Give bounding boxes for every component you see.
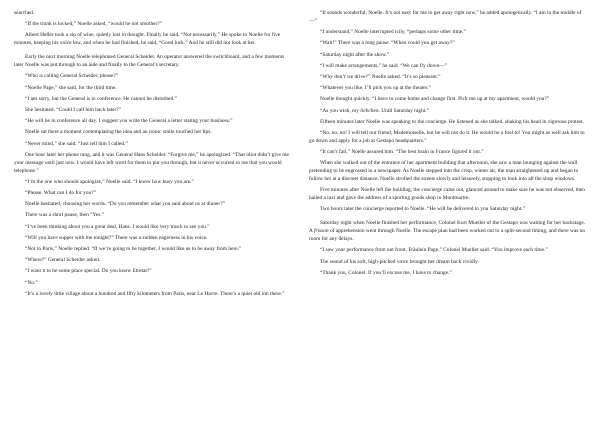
paragraph [309, 270, 586, 278]
paragraph [309, 259, 586, 267]
paragraph-text: “Not in Paris,” Noelle replied. “If we’re going to be together, I would like us to be away from here.” [25, 245, 242, 252]
paragraph [14, 291, 291, 299]
italic-word: liebchen [360, 107, 379, 114]
paragraph-text: “Please. What can I do for you?” [25, 189, 96, 196]
paragraph [14, 179, 291, 187]
paragraph-text: “Will you have supper with me tonight?” There was a sudden eagerness in his voice. [25, 234, 208, 241]
paragraph [14, 10, 291, 18]
paragraph [309, 220, 586, 244]
paragraph-text: “I understand,” Noelle interrupted icily, “perhaps some other time.” [320, 29, 466, 36]
paragraph-text: One hour later her phone rang, and it was General Hans Scheider. “Forgive me,” he apologized. “That idiot didn’t give me your message until just now. I would have left word for them to put you through, but it never occurred to me that you would telephone.” [14, 151, 289, 174]
paragraph [14, 201, 291, 209]
paragraph [14, 224, 291, 232]
paragraph-text: “Who is calling General Scheider, please?” [25, 73, 119, 80]
paragraph-text: . Until Saturday night.” [378, 107, 430, 114]
paragraph [14, 257, 291, 265]
paragraph [309, 40, 586, 48]
paragraph [309, 160, 586, 184]
paragraph [14, 118, 291, 126]
paragraph-text: “Never mind,” she said. “Just tell him I called.” [25, 140, 128, 147]
paragraph [14, 268, 291, 276]
italic-word: frisson [313, 228, 329, 235]
paragraph [309, 149, 586, 157]
paragraph-text: “Where?” General Scheider asked. [25, 257, 101, 264]
paragraph [309, 10, 586, 26]
paragraph-text: of apprehension went through Noelle. The escape plan had been worked out to a split-second timing, and there was no room for any delays. [309, 228, 586, 243]
paragraph-text: “No, no, no! I will tell our friend, Mademoiselle, but he will not do it. He would be a fool to! You might as well ask him to go down and apply for a job at Gestapo headquarters.” [309, 129, 585, 144]
paragraph-text: Noelle thought quickly. “I have to come home and change first. Pick me up at my apartment, would you?” [320, 96, 550, 103]
paragraph [14, 96, 291, 104]
paragraph-text: searched. [14, 10, 35, 16]
paragraph-text: “It sounds wonderful, Noelle. It’s not easy for me to get away right now,” he added apologetically. “I am in the middle of—” [309, 10, 582, 24]
paragraph [14, 21, 291, 29]
paragraph [14, 141, 291, 149]
paragraph [309, 187, 586, 203]
paragraph-text: “It can’t fail,” Noelle assured him. “The best brain in France figured it out.” [320, 149, 484, 156]
paragraph [14, 152, 291, 176]
paragraph-text: She hesitated. “Could I call him back later?” [25, 106, 122, 113]
paragraph-text: “As you wish, my [320, 107, 361, 114]
paragraph-text: The sound of his soft, high-pitched voice brought her dream back vividly. [320, 258, 479, 265]
paragraph [309, 52, 586, 60]
paragraph [14, 73, 291, 81]
paragraph [309, 85, 586, 93]
paragraph-text: Noelle sat there a moment contemplating the idea and an ironic smile touched her lips. [25, 129, 212, 136]
paragraph [309, 130, 586, 146]
paragraph-text: There was a short pause, then “Yes.” [25, 212, 105, 219]
paragraph [14, 54, 291, 70]
left-text-column [14, 10, 291, 424]
paragraph-text: When she walked out of the entrance of her apartment building that afternoon, she saw a man lounging against the wall pretending to be engrossed in a newspaper. As Noelle stepped into the crisp, winter air, the man straightened up and began to follow her at a discreet distance. Noelle strolled the streets slowly and leisurely, stopping to look into all the shop windows. [309, 160, 579, 183]
paragraph-text: “I am sorry, but the General is in conference. He cannot be disturbed.” [25, 95, 177, 102]
paragraph [14, 280, 291, 288]
paragraph-text: “I’ve been thinking about you a great deal, Hans. I would like very much to see you.” [25, 223, 210, 230]
paragraph-text: “I’m the one who should apologize,” Noelle said. “I know how busy you are.” [25, 178, 194, 185]
paragraph [309, 74, 586, 82]
paragraph-text: “It’s a lovely little village about a hundred and fifty kilometers from Paris, near Le Havre. There’s a quiet old inn there.” [25, 290, 285, 297]
paragraph-text: “I saw your performance from out front, Fräulein Page,” Colonel Mueller said. “You improve each time.” [320, 247, 548, 254]
paragraph-text: Noelle hesitated, choosing her words. “Do you remember what you said about us at dinner?” [25, 201, 225, 208]
paragraph [309, 29, 586, 37]
paragraph [14, 85, 291, 93]
paragraph [309, 63, 586, 71]
paragraph-text: Albert Heller took a sip of wine, quietly lost in thought. Finally he said, “Not necessarily.” He spoke to Noelle for five minutes, keeping his voice low, and when he had finished, he said, “Good luck.” And he still did not look at her. [14, 32, 281, 47]
paragraph [309, 247, 586, 255]
paragraph-text: “I will make arrangements,” he said. “We can fly down—” [320, 62, 447, 69]
paragraph-text: “Thank you, Colonel. If you’ll excuse me, I have to change.” [320, 269, 452, 276]
paragraph-text: Early the next morning Noelle telephoned General Scheider. An operator answered the switchboard, and a few moments later Noelle was put through to an aide and finally to the General’s secretary. [14, 54, 285, 69]
paragraph [14, 212, 291, 220]
paragraph [14, 190, 291, 198]
paragraph [14, 129, 291, 137]
paragraph-text: “I want it to be some place special. Do you know Etretat?” [25, 268, 152, 275]
paragraph [309, 119, 586, 127]
paragraph-text: “Wait!” There was a long pause. “When could you get away?” [320, 40, 455, 47]
paragraph-text: “Whatever you like. I’ll pick you up at the theater.” [320, 85, 431, 92]
paragraph-text: “He will be in conference all day. I suggest you write the General a letter stating your business.” [25, 118, 233, 125]
paragraph [14, 32, 291, 48]
paragraph [309, 206, 586, 214]
paragraph-text: “Saturday night after the show.” [320, 51, 390, 58]
paragraph-text: “No.” [25, 279, 38, 286]
right-text-column [309, 10, 586, 424]
paragraph [14, 107, 291, 115]
paragraph-text: Two hours later the concierge reported to Noelle. “He will be delivered to you Saturday night.” [320, 206, 526, 213]
paragraph [14, 235, 291, 243]
paragraph-text: Five minutes after Noelle left the building, the concierge came out, glanced around to make sure he was not observed, then hailed a taxi and gave the address of a sporting goods shop in Montmartre. [309, 187, 586, 202]
paragraph [309, 96, 586, 104]
paragraph [309, 108, 586, 116]
paragraph [14, 246, 291, 254]
paragraph-text: “Why don’t we drive?” Noelle asked. “It’s so pleasant.” [320, 73, 441, 80]
paragraph-text: Saturday night when Noelle finished her performance, Colonel Kurt Mueller of the Gestapo was waiting for her backstage. A [309, 220, 586, 235]
paragraph-text: “Noelle Page,” she said, for the third time. [25, 84, 117, 91]
paragraph-text: Fifteen minutes later Noelle was speaking to the concierge. He listened as she talked, shaking his head in vigorous protest. [320, 118, 584, 125]
paragraph-text: “If the trunk is locked,” Noelle asked, “would he not smother?” [25, 21, 163, 28]
